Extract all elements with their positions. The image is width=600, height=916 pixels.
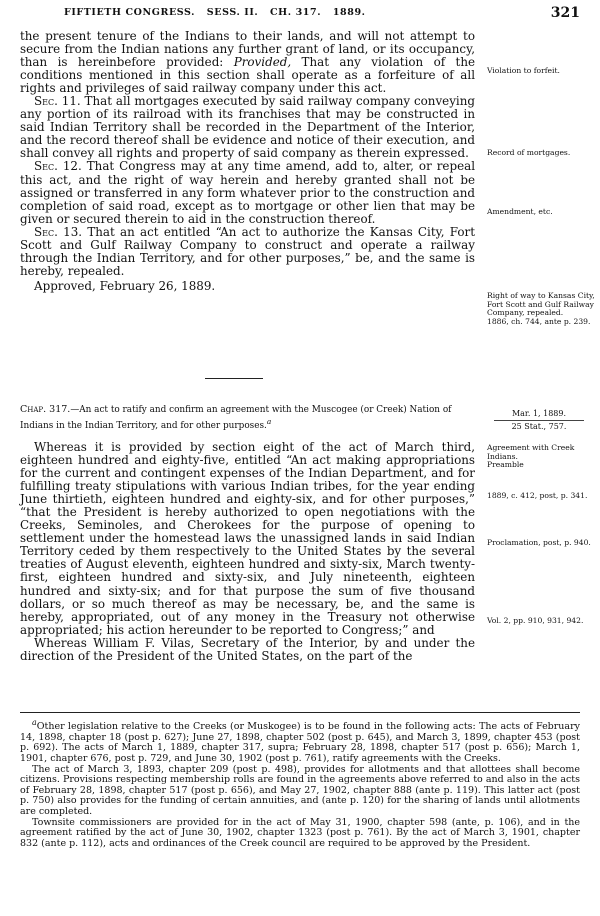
- margin-violation: Violation to forfeit.: [487, 66, 560, 75]
- body-whereas: [20, 441, 475, 663]
- whereas-second: Whereas William F. Vilas, Secretary of the Interior, by and under the direction of the President of the United States, on the part of the: [20, 635, 475, 663]
- section-11-label: Sec. 11.: [34, 94, 81, 109]
- footnote-marker: a: [266, 417, 272, 426]
- margin-agreement-text: Agreement with Creek Indians.: [487, 443, 575, 461]
- section-divider: [205, 378, 263, 379]
- paragraph-proviso: the present tenure of the Indians to their lands, and will not attempt to secure from the Indian nations any further grant of land, or its occupancy, than is hereinbefore provided: Provided, That any violation of the conditions mentioned in this section shall operate as a forfeiture of all rights and privileges of said railway company under this act.: [20, 29, 476, 96]
- chapter-heading: [20, 404, 468, 432]
- provided-italic: Provided,: [233, 55, 292, 70]
- section-12-label: Sec. 12.: [34, 159, 82, 174]
- margin-right-of-way-cite: 1886, ch. 744, ante p. 239.: [487, 317, 591, 327]
- date-citation-box: [494, 408, 584, 432]
- footnotes: [20, 718, 580, 849]
- footnote-1-marker: a: [32, 718, 37, 727]
- margin-right-of-way: [487, 292, 595, 327]
- page-number: 321: [550, 5, 580, 21]
- running-title: FIFTIETH CONGRESS. SESS. II. CH. 317. 1889.: [64, 7, 366, 18]
- footnote-2: The act of March 3, 1893, chapter 209 (post p. 498), provides for allotments and that allottees shall become citizens. Provisions respecting membership rolls are found in the agreements above referred to and also in the acts of February 28, 1898, chapter 517 (post p. 656), and May 27, 1902, chapter 888 (ante p. 119). This latter act (post p. 750) also provides for the funding of certain annuities, and (ante p. 120) for the sharing of lands until allotments are completed.: [20, 763, 580, 817]
- margin-record: Record of mortgages.: [487, 148, 571, 157]
- chapter-label: Chap. 317.: [20, 404, 71, 415]
- footnote-1: $^a$Other legislation relative to the Creeks (or Muskogee) is to be found in the following acts: The acts of February 14, 1898, chapter 18 (post p. 627); June 27, 1898, chapter 502 (post p. 645), and March 3, 1899, chapter 453 (post p. 692). The acts of March 1, 1889, chapter 317, supra; February 28, 1898, chapter 517 (post p. 656); March 1, 1901, chapter 676, post p. 729, and June 30, 1902 (post p. 761), ratify agreements with the Creeks.: [20, 718, 580, 764]
- statute-citation: 25 Stat., 757.: [511, 422, 567, 431]
- section-12: Sec. 12. That Congress may at any time amend, add to, alter, or repeal this act, and the right of way herein and hereby granted shall not be assigned or transferred in any form whatever prior to the construction and completion of said road, except as to mortgage or other lien that may be given or secured therein to aid in the construction thereof.: [20, 159, 475, 226]
- section-11: Sec. 11. That all mortgages executed by said railway company conveying any portion of its railroad with its franchises that may be constructed in said Indian Territory shall be recorded in the Department of the Interior, and the record thereof shall be evidence and notice of their execution, and shall convey all rights and property of said company as therein expressed.: [20, 94, 476, 161]
- margin-cite-1889: 1889, c. 412, post, p. 341.: [487, 491, 588, 500]
- whereas-first: Whereas it is provided by section eight of the act of March third, eighteen hundred and eighty-five, entitled “An act making appropriations for the current and contingent expenses of the Indian Department, and for fulfilling treaty stipulations with various Indian tribes, for the year ending June thirtieth, eighteen hundred and eighty-six, and for other purposes,” “that the President is hereby authorized to open negotiations with the Creeks, Seminoles, and Cherokees for the purpose of opening to settlement under the homestead laws the unassigned lands in said Indian Territory ceded by them respectively to the United States by the several treaties of August eleventh, eighteen hundred and sixty-six, March twenty-first, eighteen hundred and sixty-six, and July nineteenth, eighteen hundred and sixty-six; and for that purpose the sum of five thousand dollars, or so much thereof as may be necessary, be, and the same is hereby, appropriated, out of any money in the Treasury not otherwise appropriated; his action hereunder to be reported to Congress;” and: [20, 440, 475, 637]
- footnote-rule: [20, 712, 580, 713]
- margin-proclamation: Proclamation, post, p. 940.: [487, 538, 591, 547]
- running-header: [40, 7, 590, 23]
- section-13-label: Sec. 13.: [34, 224, 83, 239]
- section-13: Sec. 13. That an act entitled “An act to authorize the Kansas City, Fort Scott and Gulf Railway Company to construct and operate a railway through the Indian Territory, and for other purposes,” be, and the same is hereby, repealed.: [20, 224, 476, 278]
- margin-volume: Vol. 2, pp. 910, 931, 942.: [487, 616, 584, 625]
- body-upper: [20, 30, 475, 293]
- margin-agreement: [487, 444, 595, 470]
- chapter-title: —An act to ratify and confirm an agreement with the Muscogee (or Creek) Nation of Indians in the Indian Territory, and for other purposes.: [20, 405, 452, 431]
- enactment-date: Mar. 1, 1889.: [494, 408, 584, 421]
- margin-amendment: Amendment, etc.: [487, 207, 553, 216]
- margin-right-of-way-text: Right of way to Kansas City, Fort Scott and Gulf Railway Company, repealed.: [487, 291, 595, 318]
- approved-date: Approved, February 26, 1889.: [34, 278, 216, 293]
- footnote-3: Townsite commissioners are provided for in the act of May 31, 1900, chapter 598 (ante, p. 106), and in the agreement ratified by the act of June 30, 1902, chapter 1323 (post p. 761). By the act of March 3, 1901, chapter 832 (ante p. 112), acts and ordinances of the Creek council are required to be approved by the President.: [20, 816, 580, 849]
- margin-preamble: Preamble: [487, 460, 524, 470]
